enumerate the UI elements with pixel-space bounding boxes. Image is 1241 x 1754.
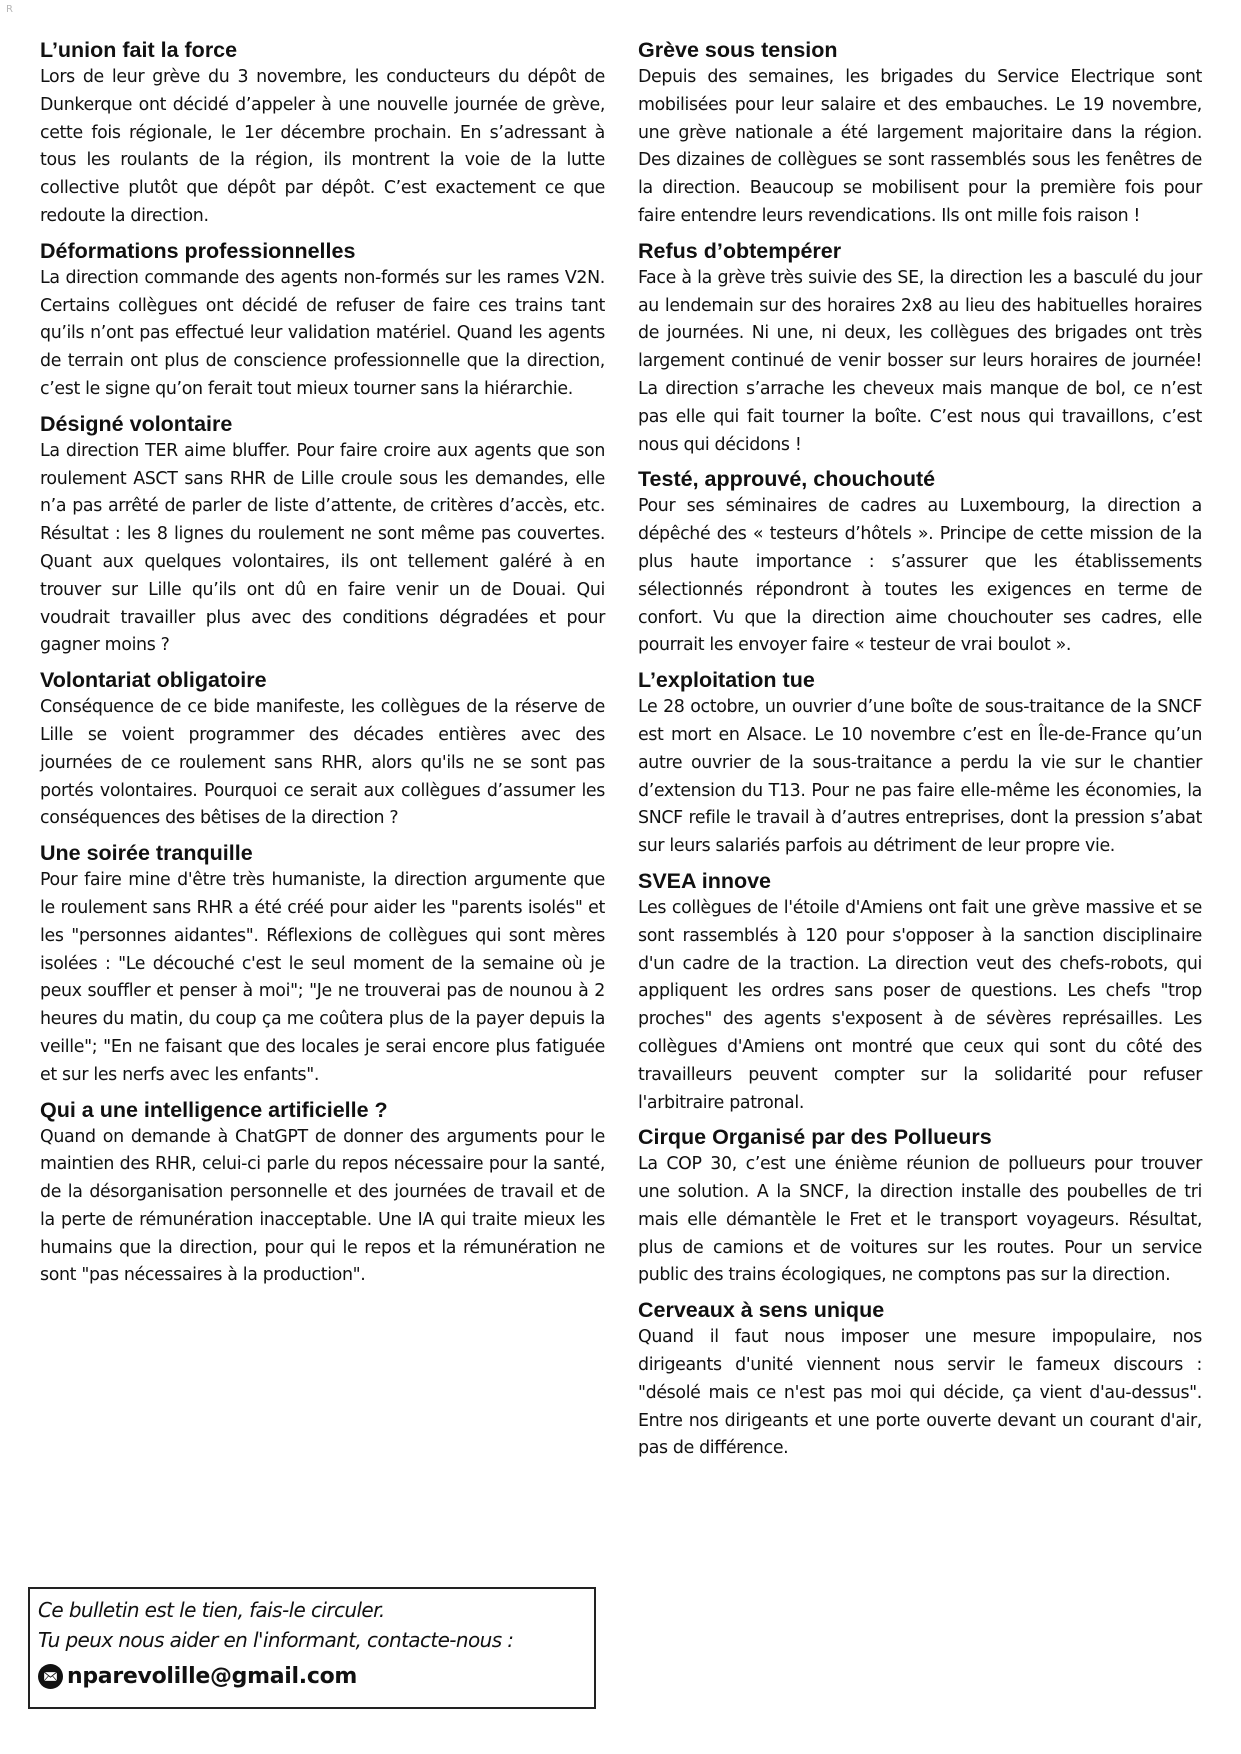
- article: [638, 465, 1202, 660]
- article: [638, 1123, 1202, 1290]
- article-title: L’union fait la force: [40, 38, 238, 62]
- article-title: Refus d’obtempérer: [638, 238, 842, 263]
- article-title: Qui a une intelligence artificielle ?: [40, 1097, 388, 1122]
- article-body: Les collègues de l'étoile d'Amiens ont fait une grève massive et se sont rassemblés à 120 pour s'opposer à la sanction disciplinaire d'un cadre de la traction. La direction veut des chefs-robots, qui appliquent les ordres sans poser de questions. Les chefs "trop proches" des agents s'exposent à de sévères représailles. Les collègues d'Amiens ont montré que ceux qui sont du côté des travailleurs peuvent compter sur la solidarité pour refuser l'arbitraire patronal.: [638, 897, 1202, 1113]
- corner-mark: R: [6, 4, 13, 15]
- article-body: Face à la grève très suivie des SE, la direction les a basculé du jour au lendemain sur des horaires 2x8 au lieu des habituelles horaires de journées. Ni une, ni deux, les collègues des brigades ont très largement continué de venir bosser sur leurs horaires de journée! La direction s’arrache les cheveux mais manque de bol, ce n’est pas elle qui fait tourner la boîte. C’est nous qui travaillons, c’est nous qui décidons !: [638, 267, 1202, 455]
- article-body: Quand il faut nous imposer une mesure impopulaire, nos dirigeants d'unité viennent nous servir le fameux discours : "désolé mais ce n'est pas moi qui décide, ça vient d'au-dessus". Entre nos dirigeants et une porte ouverte devant un courant d'air, pas de différence.: [638, 1327, 1202, 1459]
- article: [638, 237, 1202, 460]
- article: [40, 410, 605, 660]
- left-column: [40, 36, 605, 1296]
- article-title: Grève sous tension: [638, 38, 838, 62]
- article-title: Déformations professionnelles: [40, 238, 356, 263]
- contact-line-1: Ce bulletin est le tien, fais-le circuler.: [38, 1598, 385, 1622]
- article-title: Cerveaux à sens unique: [638, 1298, 885, 1323]
- email-row: [38, 1664, 594, 1689]
- article: [638, 36, 1202, 231]
- article-title: Cirque Organisé par des Pollueurs: [638, 1125, 992, 1150]
- article-body: Conséquence de ce bide manifeste, les collègues de la réserve de Lille se voient programmer des décades entières avec des journées de ce roulement sans RHR, alors qu'ils ne se sont pas portés volontaires. Pourquoi ce serait aux collègues d’assumer les conséquences des bêtises de la direction ?: [40, 697, 605, 829]
- right-column: [638, 36, 1202, 1469]
- article-body: Depuis des semaines, les brigades du Service Electrique sont mobilisées pour leur salaire et des embauches. Le 19 novembre, une grève nationale a été largement majoritaire dans la région. Des dizaines de collègues se sont rassemblés sous les fenêtres de la direction. Beaucoup se mobilisent pour la première fois pour faire entendre leurs revendications. Ils ont mille fois raison !: [638, 67, 1202, 226]
- article-body: Lors de leur grève du 3 novembre, les conducteurs du dépôt de Dunkerque ont décidé d’appeler à une nouvelle journée de grève, cette fois régionale, le 1er décembre prochain. En s’adressant à tous les roulants de la région, ils montrent la voie de la lutte collective plutôt que dépôt par dépôt. C’est exactement ce que redoute la direction.: [40, 67, 605, 226]
- article-body: La direction commande des agents non-formés sur les rames V2N. Certains collègues ont décidé de refuser de faire ces trains tant qu’ils n’ont pas effectué leur validation matériel. Quand les agents de terrain ont plus de conscience professionnelle que la direction, c’est le signe qu’on ferait tout mieux tourner sans la hiérarchie.: [40, 267, 605, 399]
- contact-box: [28, 1587, 596, 1709]
- article-body: Pour ses séminaires de cadres au Luxembourg, la direction a dépêché des « testeurs d’hôtels ». Principe de cette mission de la plus haute importance : s’assurer que les établissements sélectionnés répondront à toutes les exigences en terme de confort. Vu que la direction aime chouchouter ses cadres, elle pourrait les envoyer faire « testeur de vrai boulot ».: [638, 496, 1202, 656]
- article: [40, 666, 605, 833]
- article: [40, 1096, 605, 1291]
- article-body: Quand on demande à ChatGPT de donner des arguments pour le maintien des RHR, celui-ci parle du repos nécessaire pour la santé, de la désorganisation personnelle et des journées de travail et de la perte de rémunération inacceptable. Une IA qui traite mieux les humains que la direction, pour qui le repos et la rémunération ne sont "pas nécessaires à la production".: [40, 1126, 605, 1286]
- article-title: Une soirée tranquille: [40, 841, 253, 866]
- article-body: Le 28 octobre, un ouvrier d’une boîte de sous-traitance de la SNCF est mort en Alsace. Le 10 novembre c’est en Île-de-France qu’un autre ouvrier de la sous-traitance a perdu la vie sur le chantier d’extension du T13. Pour ne pas faire elle-même les économies, la SNCF refile le travail à d’autres entreprises, dont la pression s’abat sur leurs salariés parfois au détriment de leur propre vie.: [638, 697, 1202, 857]
- email-link[interactable]: nparevolille@gmail.com: [67, 1664, 358, 1689]
- article-title: Désigné volontaire: [40, 411, 233, 436]
- contact-line-2: Tu peux nous aider en l'informant, contacte-nous :: [38, 1628, 514, 1652]
- article-body: La COP 30, c’est une énième réunion de pollueurs pour trouver une solution. A la SNCF, la direction installe des poubelles de tri mais elle démantèle le Fret et le transport voyageurs. Résultat, plus de camions et de voitures sur les routes. Pour un service public des trains écologiques, ne comptons pas sur la direction.: [638, 1154, 1202, 1286]
- article: [638, 1296, 1202, 1463]
- article: [638, 867, 1202, 1117]
- article: [40, 237, 605, 404]
- article-title: L’exploitation tue: [638, 668, 815, 693]
- article-title: Volontariat obligatoire: [40, 668, 267, 693]
- article-title: SVEA innove: [638, 868, 772, 893]
- mail-icon: [38, 1664, 63, 1689]
- article: [40, 36, 605, 231]
- article-body: La direction TER aime bluffer. Pour faire croire aux agents que son roulement ASCT sans RHR de Lille croule sous les demandes, elle n’a pas arrêté de parler de liste d’attente, de critères d’accès, etc. Résultat : les 8 lignes du roulement ne sont même pas couvertes. Quant aux quelques volontaires, ils ont tellement galéré à en trouver sur Lille qu’ils ont dû en faire venir un de Douai. Qui voudrait travailler plus avec des conditions dégradées et pour gagner moins ?: [40, 440, 605, 656]
- article: [40, 839, 605, 1089]
- article: [638, 666, 1202, 861]
- article-title: Testé, approuvé, chouchouté: [638, 467, 936, 492]
- article-body: Pour faire mine d'être très humaniste, la direction argumente que le roulement sans RHR a été créé pour aider les "parents isolés" et les "personnes aidantes". Réflexions de collègues qui sont mères isolées : "Le découché c'est le seul moment de la semaine où je peux souffler et penser à moi"; "Je ne trouverai pas de nounou à 2 heures du matin, du coup ça me coûtera plus de la payer depuis la veille"; "En ne faisant que des locales je serai encore plus fatiguée et sur les nerfs avec les enfants".: [40, 870, 605, 1085]
